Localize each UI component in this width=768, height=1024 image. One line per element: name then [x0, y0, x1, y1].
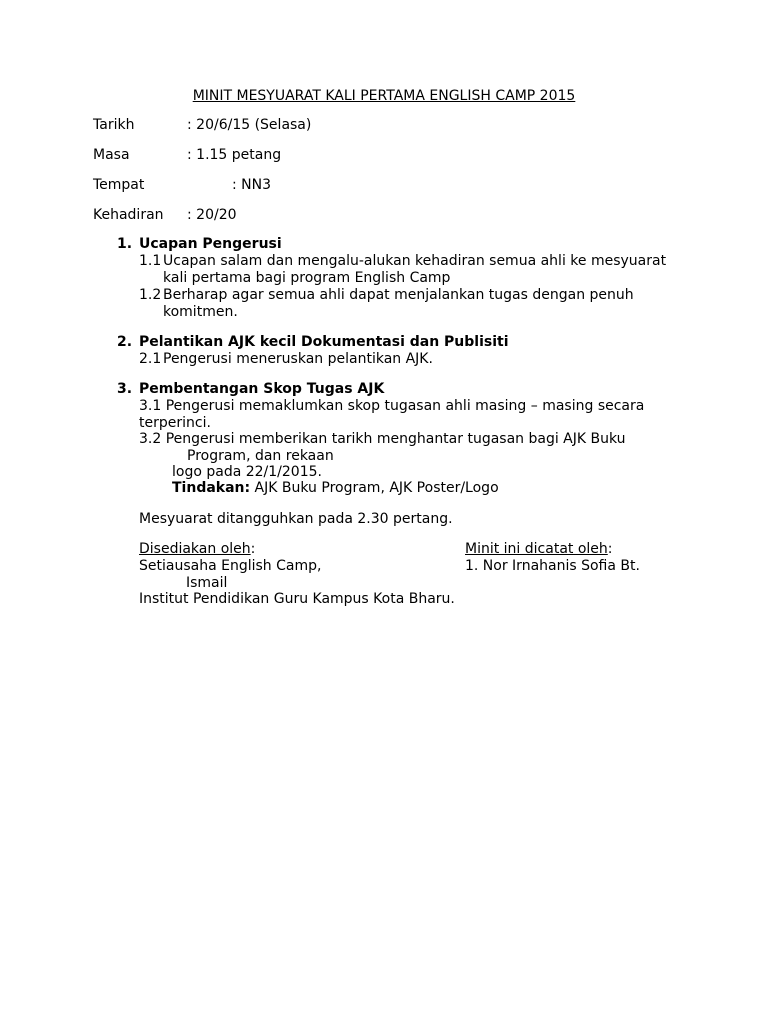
adjournment-note: Mesyuarat ditangguhkan pada 2.30 pertang.	[139, 511, 453, 527]
section-number: 1.	[117, 236, 133, 252]
document-title: MINIT MESYUARAT KALI PERTAMA ENGLISH CAMP 2015	[192, 88, 576, 104]
prepared-by-role: Setiausaha English Camp,	[139, 558, 322, 574]
prepared-by-colon: :	[250, 541, 256, 557]
item-line: 3.2 Pengerusi memberikan tarikh menghantar tugasan bagi AJK Buku	[139, 431, 626, 447]
recorded-by-name-cont: Ismail	[186, 575, 228, 591]
recorded-by-label: Minit ini dicatat oleh	[465, 541, 608, 557]
detail-label-attendance: Kehadiran	[93, 207, 164, 223]
prepared-by-heading	[139, 541, 255, 558]
section-heading: Pelantikan AJK kecil Dokumentasi dan Publisiti	[139, 334, 509, 350]
section-heading: Ucapan Pengerusi	[139, 236, 282, 252]
detail-label-time: Masa	[93, 147, 130, 163]
action-line	[172, 480, 499, 497]
detail-value-date: : 20/6/15 (Selasa)	[187, 117, 312, 133]
detail-value-time: : 1.15 petang	[187, 147, 282, 163]
prepared-by-institution: Institut Pendidikan Guru Kampus Kota Bharu.	[139, 591, 455, 607]
section-number: 3.	[117, 381, 133, 397]
item-line: Program, dan rekaan	[187, 448, 334, 464]
section-number: 2.	[117, 334, 133, 350]
item-line: komitmen.	[163, 304, 238, 320]
item-line: 3.1 Pengerusi memaklumkan skop tugasan ahli masing – masing secara	[139, 398, 645, 414]
item-number: 1.1	[139, 253, 162, 269]
action-text: AJK Buku Program, AJK Poster/Logo	[250, 480, 499, 496]
item-line: logo pada 22/1/2015.	[172, 464, 322, 480]
detail-value-place: : NN3	[232, 177, 272, 193]
item-line: Berharap agar semua ahli dapat menjalankan tugas dengan penuh	[163, 287, 634, 303]
item-line: Pengerusi meneruskan pelantikan AJK.	[163, 351, 433, 367]
recorded-by-heading	[465, 541, 613, 558]
recorded-by-name: 1. Nor Irnahanis Sofia Bt.	[465, 558, 640, 574]
detail-label-place: Tempat	[93, 177, 145, 193]
item-line: kali pertama bagi program English Camp	[163, 270, 451, 286]
recorded-by-colon: :	[607, 541, 613, 557]
detail-label-date: Tarikh	[93, 117, 135, 133]
item-number: 1.2	[139, 287, 162, 303]
item-line: Ucapan salam dan mengalu-alukan kehadiran semua ahli ke mesyuarat	[163, 253, 667, 269]
detail-value-attendance: : 20/20	[187, 207, 237, 223]
item-number: 2.1	[139, 351, 162, 367]
section-heading: Pembentangan Skop Tugas AJK	[139, 381, 385, 397]
action-label: Tindakan:	[172, 480, 251, 496]
prepared-by-label: Disediakan oleh	[139, 541, 251, 557]
item-line: terperinci.	[139, 415, 211, 431]
